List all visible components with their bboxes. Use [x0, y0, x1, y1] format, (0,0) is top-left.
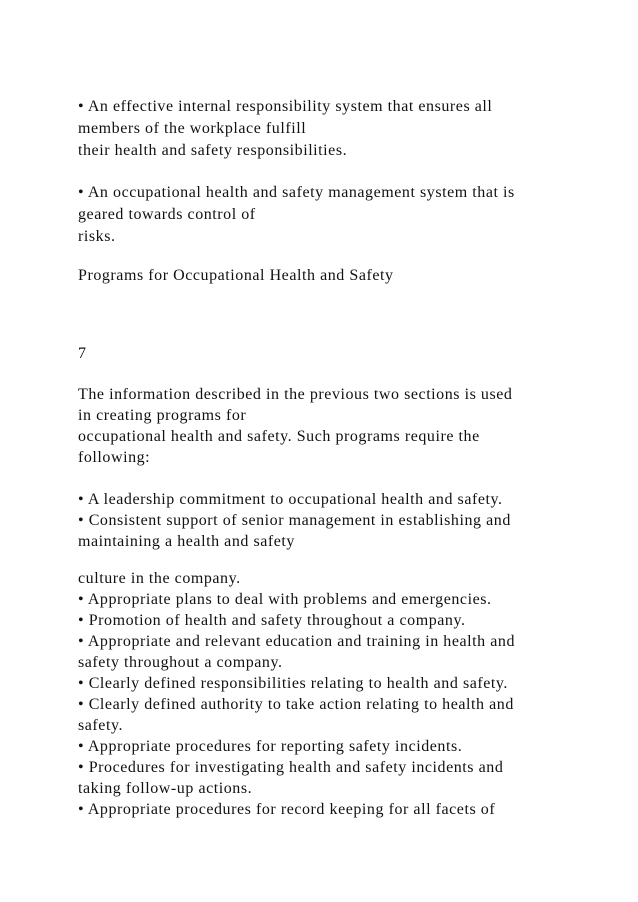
- list-item-authority-line-2: safety.: [78, 717, 124, 734]
- list-item-reporting: • Appropriate procedures for reporting safety incidents.: [78, 738, 463, 755]
- intro-paragraph-line-1: The information described in the previous two sections is used: [78, 386, 513, 403]
- bullet-internal-responsibility-line-2: members of the workplace fulfill: [78, 120, 307, 137]
- intro-paragraph-line-2: in creating programs for: [78, 407, 247, 424]
- list-item-investigating-line-2: taking follow-up actions.: [78, 780, 253, 797]
- bullet-internal-responsibility-line-1: • An effective internal responsibility system that ensures all: [78, 98, 493, 115]
- bullet-internal-responsibility-line-3: their health and safety responsibilities.: [78, 142, 348, 159]
- list-item-record-keeping: • Appropriate procedures for record keeping for all facets of: [78, 801, 496, 818]
- list-item-plans: • Appropriate plans to deal with problems and emergencies.: [78, 591, 492, 608]
- list-item-responsibilities: • Clearly defined responsibilities relating to health and safety.: [78, 675, 508, 692]
- bullet-management-system-line-3: risks.: [78, 228, 116, 245]
- list-item-senior-support-line-1: • Consistent support of senior management in establishing and: [78, 512, 511, 529]
- section-heading: Programs for Occupational Health and Safety: [78, 267, 394, 284]
- list-item-leadership: • A leadership commitment to occupational health and safety.: [78, 491, 503, 508]
- list-item-investigating-line-1: • Procedures for investigating health and safety incidents and: [78, 759, 504, 776]
- list-item-education-line-1: • Appropriate and relevant education and training in health and: [78, 633, 516, 650]
- page-number: 7: [78, 345, 87, 362]
- list-item-senior-support-line-2: maintaining a health and safety: [78, 533, 295, 550]
- list-item-education-line-2: safety throughout a company.: [78, 654, 283, 671]
- list-item-authority-line-1: • Clearly defined authority to take action relating to health and: [78, 696, 514, 713]
- list-item-promotion: • Promotion of health and safety throughout a company.: [78, 612, 466, 629]
- intro-paragraph-line-4: following:: [78, 449, 151, 466]
- intro-paragraph-line-3: occupational health and safety. Such programs require the: [78, 428, 480, 445]
- list-item-senior-support-line-3: culture in the company.: [78, 570, 241, 587]
- bullet-management-system-line-2: geared towards control of: [78, 206, 256, 223]
- bullet-management-system-line-1: • An occupational health and safety management system that is: [78, 184, 515, 201]
